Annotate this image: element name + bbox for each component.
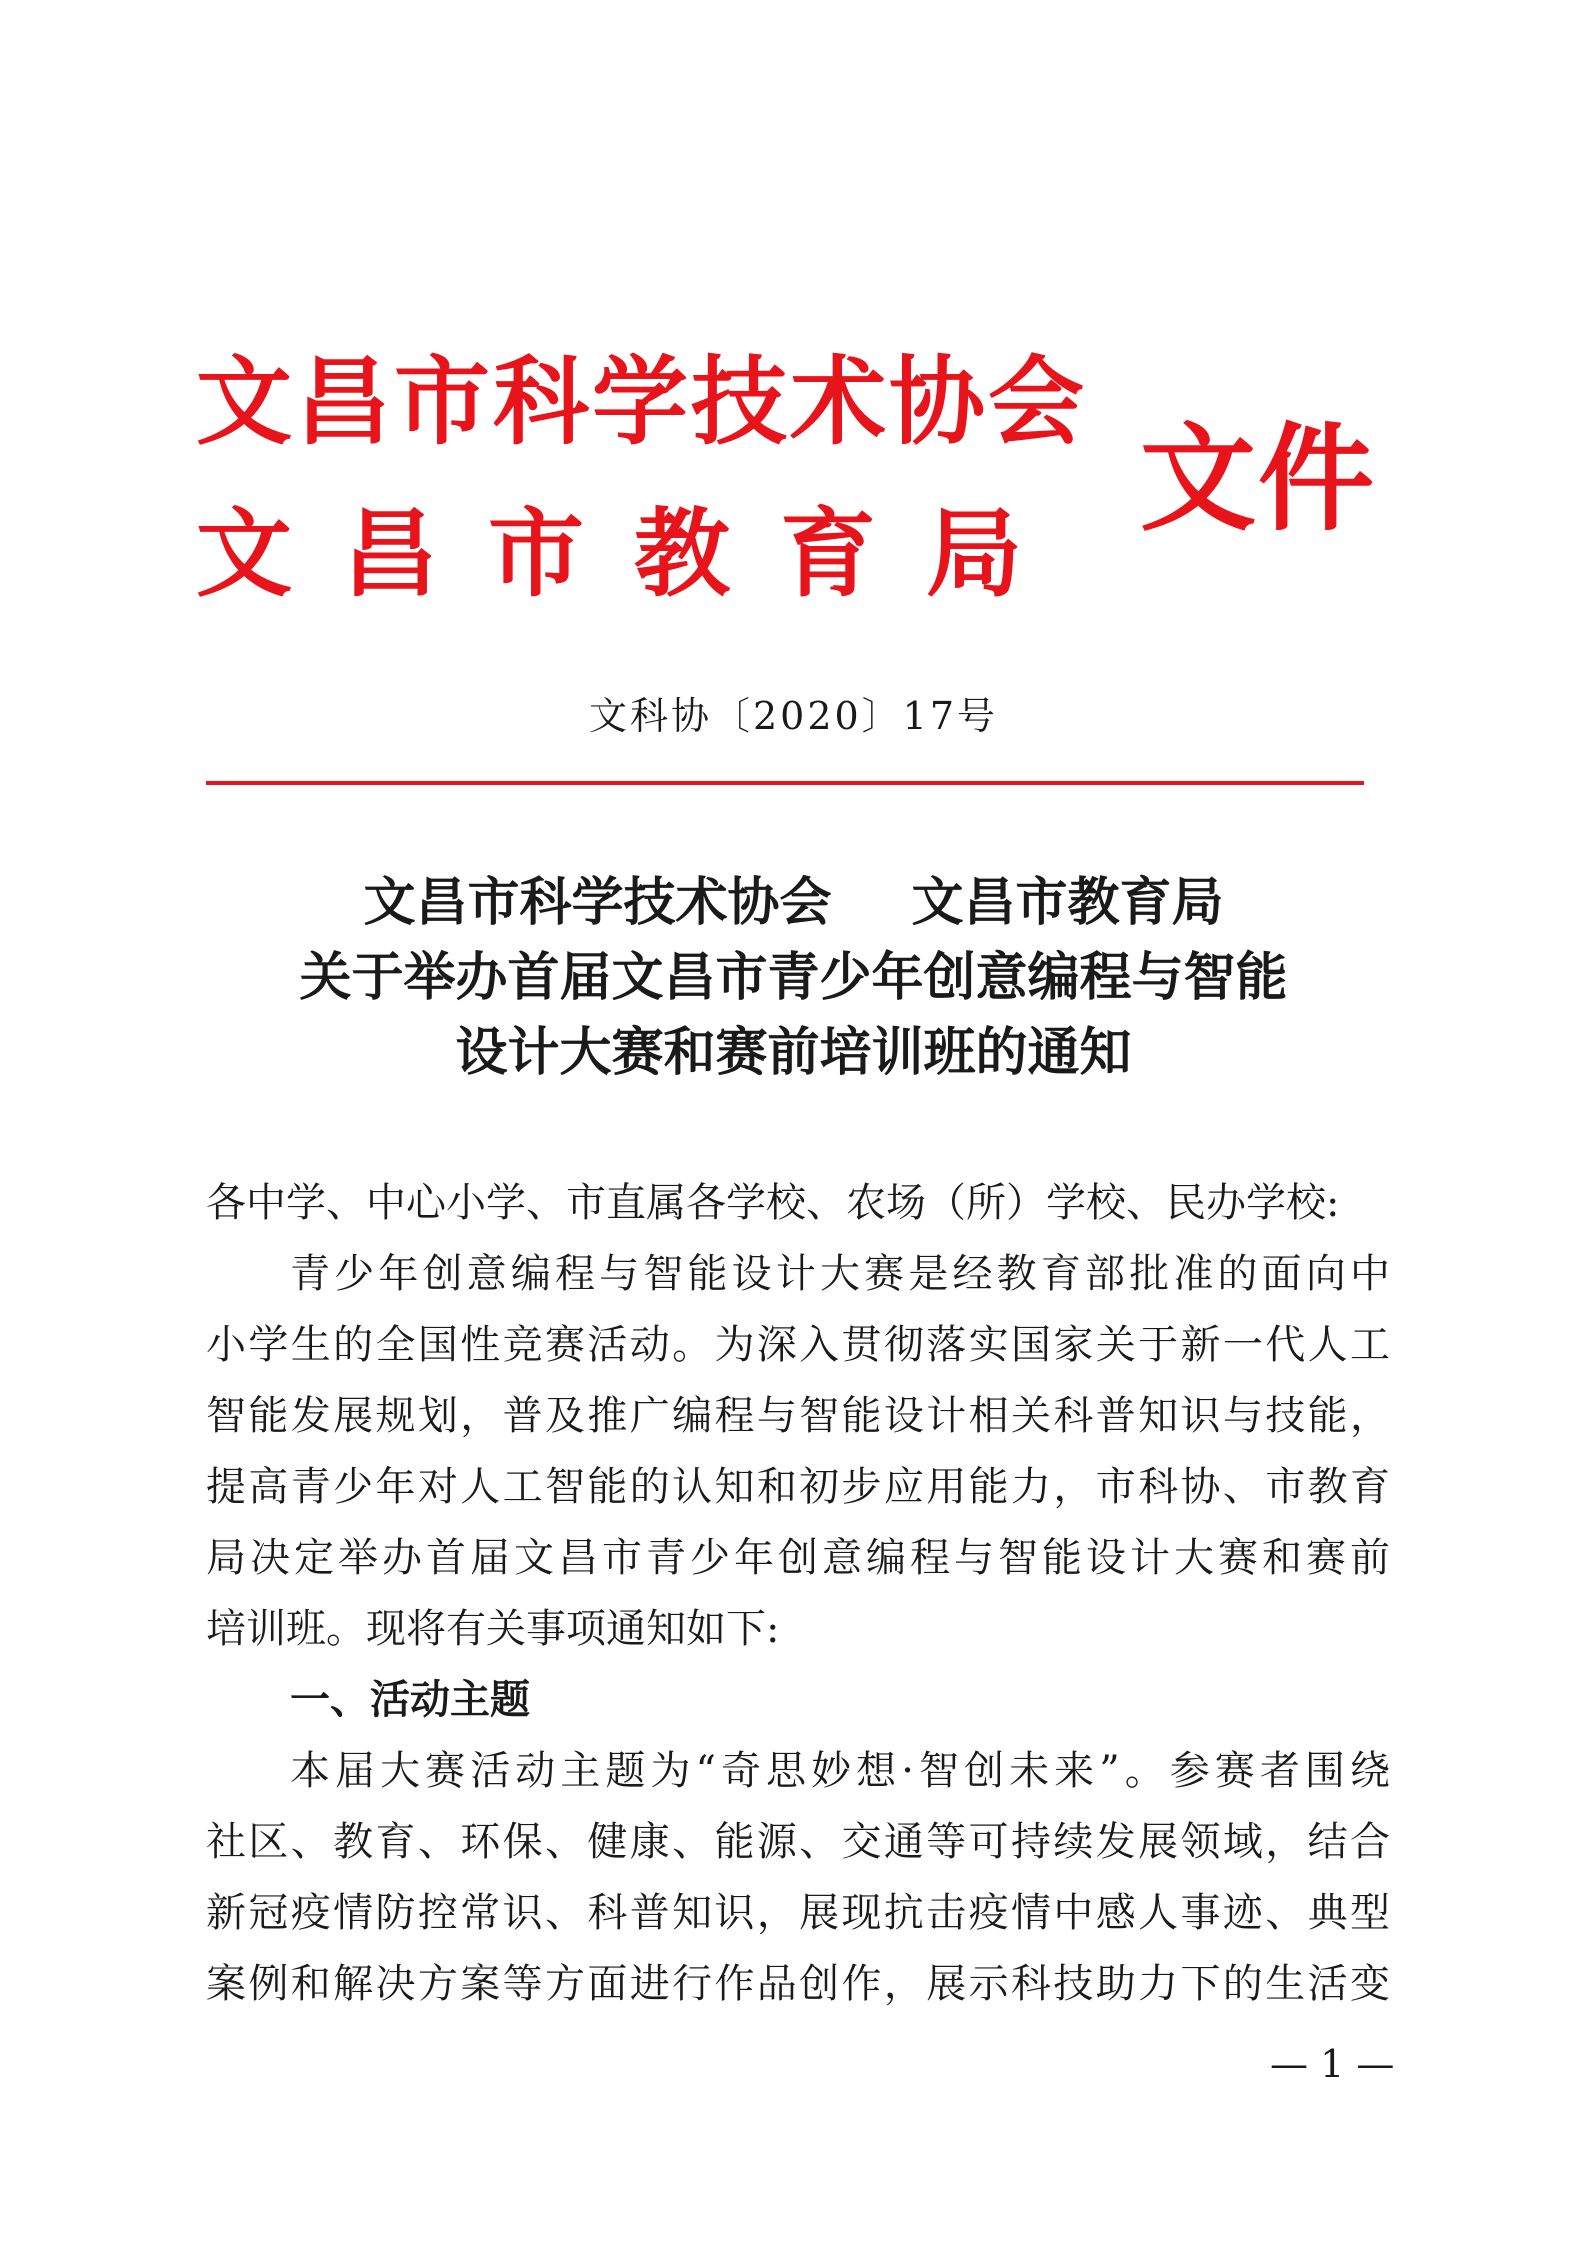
page-number: — 1 —: [1270, 2042, 1395, 2086]
document-number: 文科协〔2020〕17号: [588, 694, 999, 738]
body-line: 社区、教育、环保、健康、能源、交通等可持续发展领域，结合: [206, 1819, 1390, 1865]
section-heading: 一、活动主题: [290, 1677, 530, 1723]
recipients: 各中学、中心小学、市直属各学校、农场（所）学校、民办学校:: [206, 1180, 1340, 1226]
title-line-3: 设计大赛和赛前培训班的通知: [455, 1022, 1132, 1083]
body-line: 本届大赛活动主题为“奇思妙想·智创未来”。参赛者围绕: [290, 1748, 1390, 1794]
title-issuer-2: 文昌市教育局: [911, 872, 1224, 933]
body-line: 培训班。现将有关事项通知如下:: [206, 1606, 780, 1652]
body-line: 智能发展规划，普及推广编程与智能设计相关科普知识与技能，: [206, 1393, 1390, 1439]
red-separator-line: [206, 781, 1364, 785]
issuer-name-line1: 文昌市科学技术协会: [196, 346, 1087, 458]
title-line-1: [0, 872, 1587, 933]
document-type: 文件: [1140, 412, 1376, 547]
body-line: 小学生的全国性竞赛活动。为深入贯彻落实国家关于新一代人工: [206, 1322, 1390, 1368]
body-line: 提高青少年对人工智能的认知和初步应用能力，市科协、市教育: [206, 1464, 1390, 1510]
body-line: 新冠疫情防控常识、科普知识，展现抗击疫情中感人事迹、典型: [206, 1890, 1390, 1936]
body-line: 青少年创意编程与智能设计大赛是经教育部批准的面向中: [290, 1251, 1390, 1297]
body-line: 案例和解决方案等方面进行作品创作，展示科技助力下的生活变: [206, 1961, 1390, 2007]
body-line: 局决定举办首届文昌市青少年创意编程与智能设计大赛和赛前: [206, 1535, 1390, 1581]
title-line-2: 关于举办首届文昌市青少年创意编程与智能: [299, 947, 1288, 1008]
title-issuer-1: 文昌市科学技术协会: [363, 872, 832, 933]
issuer-name-line2: 文昌市教育局: [196, 498, 1072, 610]
